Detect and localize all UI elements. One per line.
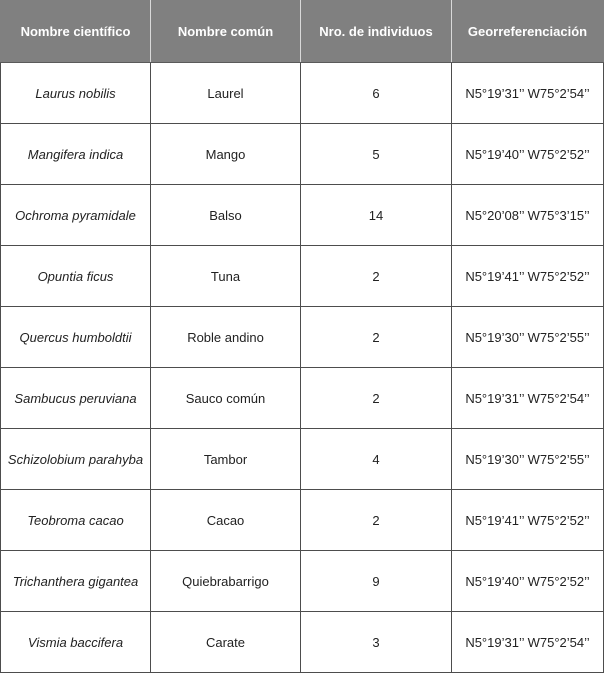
table-row [1,307,604,368]
table-row [1,246,604,307]
georeference-cell: N5°19’41’’ W75°2’52’’ [452,490,604,551]
count-cell: 2 [301,246,452,307]
scientific-name-cell: Quercus humboldtii [1,307,151,368]
georeference-cell: N5°20’08’’ W75°3’15’’ [452,185,604,246]
table-header [1,1,604,63]
georeference-cell: N5°19’30’’ W75°2’55’’ [452,307,604,368]
georeference-cell: N5°19’31’’ W75°2’54’’ [452,63,604,124]
scientific-name-cell: Vismia baccifera [1,612,151,673]
common-name-cell: Carate [151,612,301,673]
count-cell: 2 [301,307,452,368]
georeference-cell: N5°19’31’’ W75°2’54’’ [452,612,604,673]
table-row [1,551,604,612]
table-row [1,429,604,490]
common-name-cell: Quiebrabarrigo [151,551,301,612]
common-name-cell: Laurel [151,63,301,124]
table-row [1,490,604,551]
header-individual-count: Nro. de individuos [301,1,452,63]
table-row [1,63,604,124]
count-cell: 2 [301,490,452,551]
georeference-cell: N5°19’31’’ W75°2’54’’ [452,368,604,429]
count-cell: 5 [301,124,452,185]
scientific-name-cell: Teobroma cacao [1,490,151,551]
header-georeference: Georreferenciación [452,1,604,63]
count-cell: 14 [301,185,452,246]
count-cell: 3 [301,612,452,673]
common-name-cell: Tuna [151,246,301,307]
common-name-cell: Roble andino [151,307,301,368]
scientific-name-cell: Ochroma pyramidale [1,185,151,246]
georeference-cell: N5°19’41’’ W75°2’52’’ [452,246,604,307]
header-common-name: Nombre común [151,1,301,63]
table-row [1,185,604,246]
scientific-name-cell: Opuntia ficus [1,246,151,307]
georeference-cell: N5°19’40’’ W75°2’52’’ [452,124,604,185]
scientific-name-cell: Trichanthera gigantea [1,551,151,612]
common-name-cell: Cacao [151,490,301,551]
georeference-cell: N5°19’30’’ W75°2’55’’ [452,429,604,490]
table-body [1,63,604,673]
scientific-name-cell: Sambucus peruviana [1,368,151,429]
header-scientific-name: Nombre científico [1,1,151,63]
table-row [1,368,604,429]
common-name-cell: Balso [151,185,301,246]
common-name-cell: Tambor [151,429,301,490]
header-row [1,1,604,63]
count-cell: 9 [301,551,452,612]
georeference-cell: N5°19’40’’ W75°2’52’’ [452,551,604,612]
common-name-cell: Mango [151,124,301,185]
count-cell: 4 [301,429,452,490]
table-row [1,124,604,185]
count-cell: 6 [301,63,452,124]
scientific-name-cell: Schizolobium parahyba [1,429,151,490]
scientific-name-cell: Mangifera indica [1,124,151,185]
common-name-cell: Sauco común [151,368,301,429]
count-cell: 2 [301,368,452,429]
table-row [1,612,604,673]
scientific-name-cell: Laurus nobilis [1,63,151,124]
